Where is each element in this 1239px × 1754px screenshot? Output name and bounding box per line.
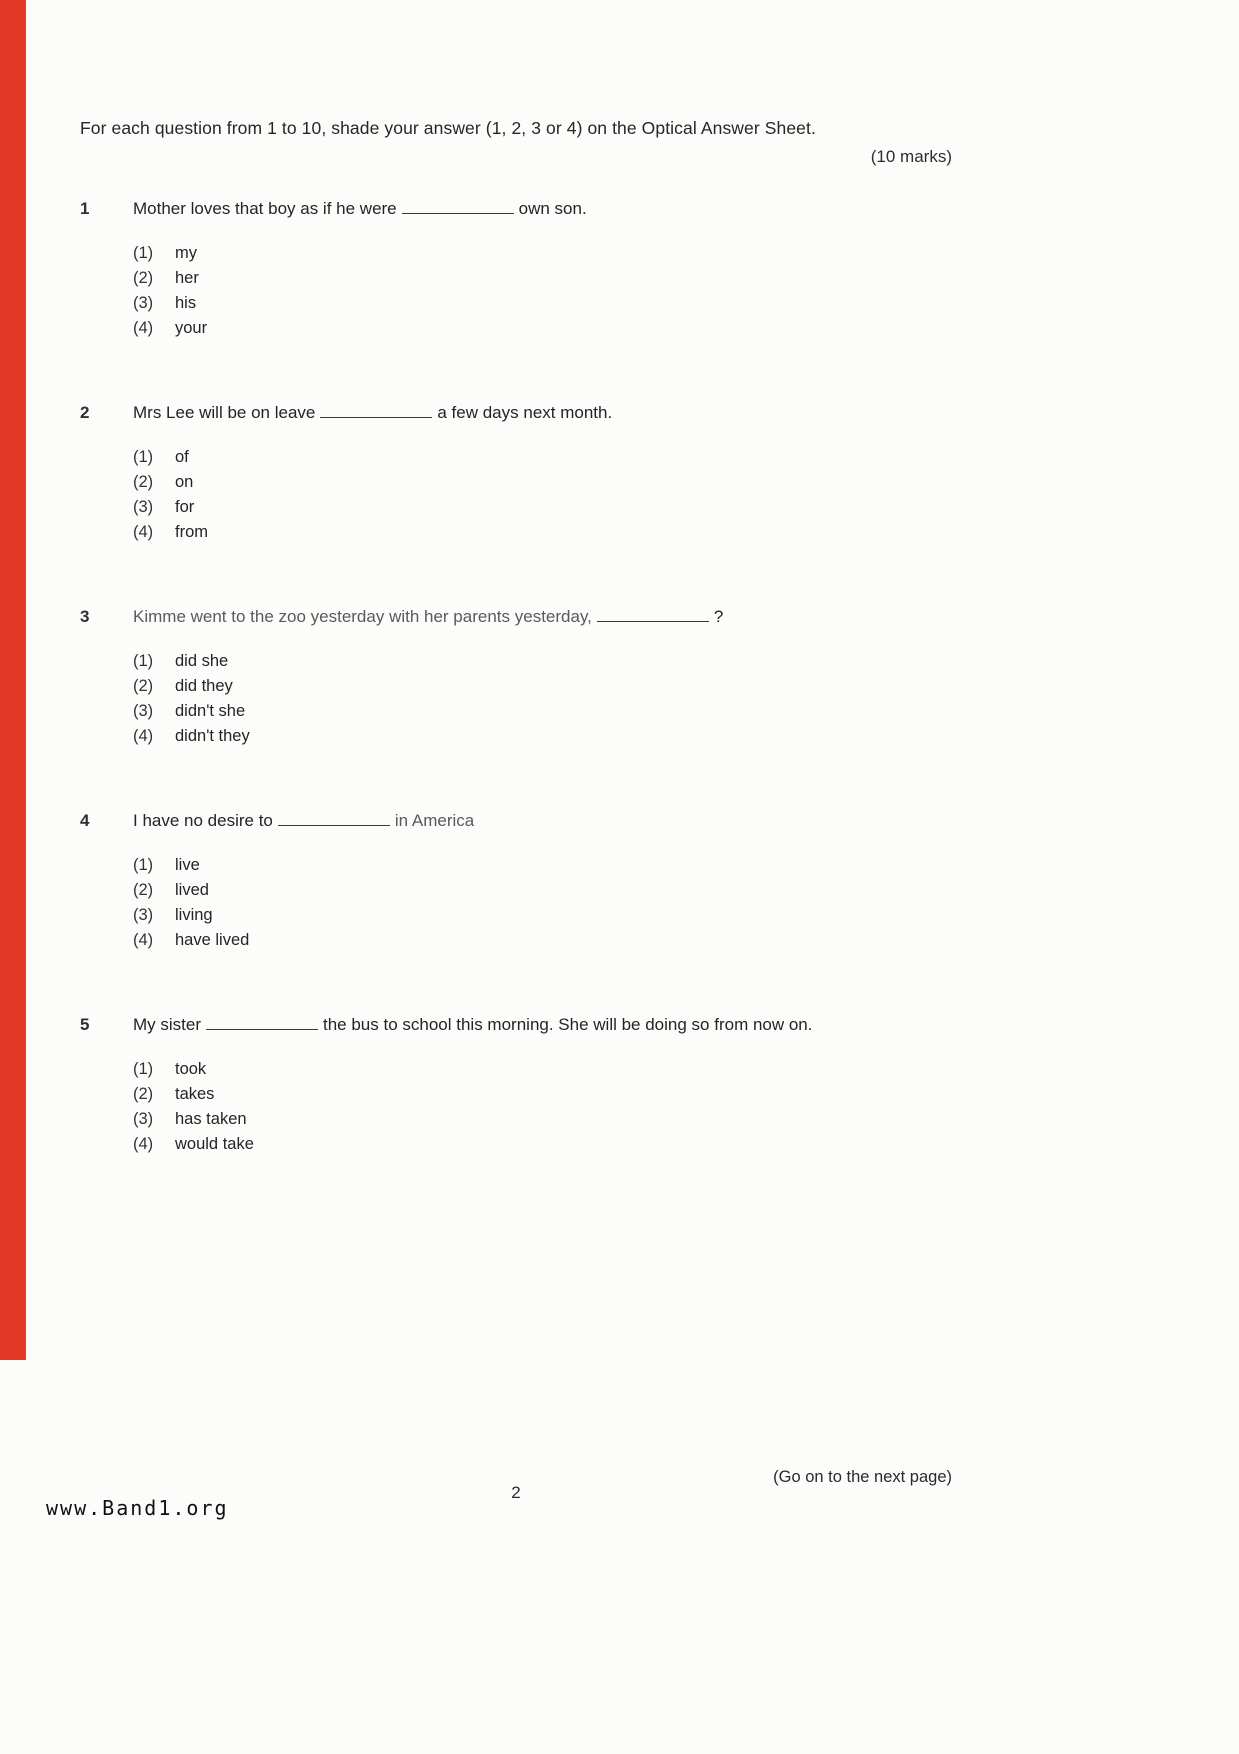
option-list	[133, 1057, 952, 1157]
question-stem-row	[80, 607, 952, 627]
option-row	[133, 470, 952, 495]
question-stem-text: Kimme went to the zoo yesterday with her parents yesterday,	[133, 607, 592, 626]
option-row	[133, 928, 952, 953]
question-number: 5	[80, 1015, 90, 1034]
option-row	[133, 699, 952, 724]
option-row	[133, 1107, 952, 1132]
option-list	[133, 853, 952, 953]
option-number: (4)	[133, 523, 154, 541]
option-number: (4)	[133, 319, 154, 337]
option-label: took	[175, 1060, 207, 1078]
option-number: (2)	[133, 881, 154, 899]
option-label: on	[175, 473, 194, 491]
question-number: 4	[80, 811, 90, 830]
option-row	[133, 316, 952, 341]
question-number: 2	[80, 403, 90, 422]
option-number: (2)	[133, 269, 154, 287]
section-instructions: For each question from 1 to 10, shade your answer (1, 2, 3 or 4) on the Optical Answer Sheet.	[80, 118, 816, 138]
option-row	[133, 445, 952, 470]
option-label: didn't they	[175, 727, 250, 745]
option-number: (4)	[133, 931, 154, 949]
option-row	[133, 724, 952, 749]
answer-blank	[597, 620, 709, 622]
option-row	[133, 853, 952, 878]
option-label: has taken	[175, 1110, 247, 1128]
question-stem-row	[80, 199, 952, 219]
option-list	[133, 649, 952, 749]
answer-blank	[320, 416, 432, 418]
option-label: would take	[175, 1135, 254, 1153]
option-row	[133, 241, 952, 266]
option-label: my	[175, 244, 197, 262]
question-item	[80, 199, 952, 341]
option-label: living	[175, 906, 213, 924]
marks-label: (10 marks)	[870, 147, 952, 166]
question-stem	[133, 403, 612, 423]
question-stem-text: I have no desire to	[133, 811, 273, 830]
option-label: did they	[175, 677, 233, 695]
page-content	[80, 118, 952, 1219]
option-row	[133, 495, 952, 520]
option-number: (3)	[133, 702, 154, 720]
option-row	[133, 674, 952, 699]
question-stem-row	[80, 403, 952, 423]
question-stem-row	[80, 811, 952, 831]
question-stem	[133, 811, 474, 831]
option-number: (1)	[133, 856, 154, 874]
option-number: (2)	[133, 677, 154, 695]
question-stem	[133, 607, 723, 627]
option-row	[133, 266, 952, 291]
question-item	[80, 403, 952, 545]
option-label: takes	[175, 1085, 215, 1103]
question-stem-text: the bus to school this morning. She will be doing so from now on.	[323, 1015, 813, 1034]
question-stem-text: My sister	[133, 1015, 201, 1034]
option-label: your	[175, 319, 208, 337]
question-stem-text: in America	[394, 811, 475, 830]
option-label: of	[175, 448, 189, 466]
page-number: 2	[511, 1483, 521, 1502]
red-margin-stripe	[0, 0, 26, 1360]
question-stem-text: a few days next month.	[437, 403, 613, 422]
question-stem-row	[80, 1015, 952, 1035]
option-number: (3)	[133, 906, 154, 924]
option-label: have lived	[175, 931, 250, 949]
option-row	[133, 291, 952, 316]
option-number: (3)	[133, 1110, 154, 1128]
option-row	[133, 1057, 952, 1082]
question-stem-text: ?	[713, 607, 724, 626]
option-number: (3)	[133, 294, 154, 312]
option-number: (2)	[133, 1085, 154, 1103]
option-row	[133, 1082, 952, 1107]
option-row	[133, 903, 952, 928]
question-item	[80, 607, 952, 749]
question-number: 1	[80, 199, 90, 218]
option-number: (1)	[133, 448, 154, 466]
option-list	[133, 241, 952, 341]
option-label: did she	[175, 652, 229, 670]
option-row	[133, 520, 952, 545]
answer-blank	[402, 212, 514, 214]
go-to-next-page-note: (Go on to the next page)	[773, 1468, 952, 1486]
option-label: her	[175, 269, 199, 287]
answer-blank	[278, 824, 390, 826]
option-label: didn't she	[175, 702, 246, 720]
option-number: (1)	[133, 1060, 154, 1078]
question-stem-text: Mother loves that boy as if he were	[133, 199, 397, 218]
question-stem-text: Mrs Lee will be on leave	[133, 403, 316, 422]
option-number: (1)	[133, 652, 154, 670]
question-number: 3	[80, 607, 90, 626]
option-row	[133, 649, 952, 674]
option-number: (2)	[133, 473, 154, 491]
option-number: (4)	[133, 1135, 154, 1153]
answer-blank	[206, 1028, 318, 1030]
option-number: (4)	[133, 727, 154, 745]
option-row	[133, 878, 952, 903]
option-row	[133, 1132, 952, 1157]
option-list	[133, 445, 952, 545]
option-label: for	[175, 498, 195, 516]
question-stem-text: own son.	[518, 199, 587, 218]
question-item	[80, 811, 952, 953]
option-label: live	[175, 856, 200, 874]
question-list	[80, 199, 952, 1157]
option-label: lived	[175, 881, 209, 899]
question-stem	[133, 199, 587, 219]
watermark-url: www.Band1.org	[46, 1496, 229, 1520]
option-number: (3)	[133, 498, 154, 516]
option-label: his	[175, 294, 197, 312]
question-stem	[133, 1015, 813, 1035]
question-item	[80, 1015, 952, 1157]
option-label: from	[175, 523, 208, 541]
option-number: (1)	[133, 244, 154, 262]
